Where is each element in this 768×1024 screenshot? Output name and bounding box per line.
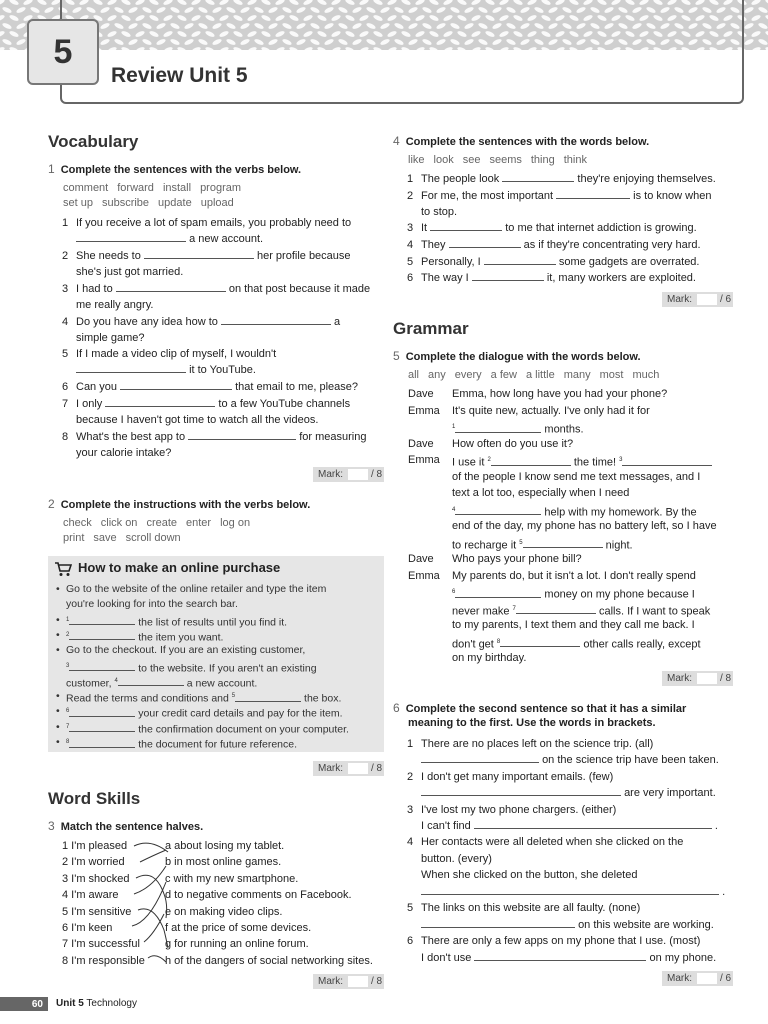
blank[interactable] [76,362,186,373]
blank[interactable] [474,818,712,829]
blank[interactable] [455,587,541,598]
blank[interactable] [430,220,502,231]
exercise-2-instruction: 2 Complete the instructions with the verbs below. [48,497,311,511]
ex4-word-box [408,152,596,168]
ex6-item-3-answer: I can't find . [421,820,718,832]
score-input[interactable] [697,294,717,305]
ex5-word-box [408,367,668,383]
word-box-item: any [428,369,446,381]
page-title: Review Unit 5 [111,64,248,87]
word-box-item: print [63,532,85,544]
match-left-item: 1 I'm pleased [62,840,128,852]
word-box-item: all [408,369,420,381]
score-input[interactable] [348,469,368,480]
score-input[interactable] [348,763,368,774]
mark-box-ex5: Mark: / 8 [662,671,733,686]
blank[interactable] [105,396,215,407]
speaker: Dave [408,553,434,565]
blank[interactable] [472,270,544,281]
match-left-item: 3 I'm shocked [62,872,130,885]
blank[interactable] [455,422,541,433]
match-right-item: e on making video clips. [165,905,283,918]
word-box-item: many [563,369,591,381]
word-box-item: create [146,517,178,529]
shopping-cart-icon [54,561,72,577]
ex1-item-3-cont: me really angry. [76,299,154,311]
blank[interactable] [421,785,621,796]
ex4-item-2-cont: to stop. [421,206,458,218]
word-box-item: think [563,154,587,166]
exercise-6-instruction: 6 Complete the second sentence so that it has a similar [393,701,687,715]
word-box-item: see [462,154,481,166]
speaker: Dave [408,388,434,400]
blank[interactable] [556,188,630,199]
ex6-item-1-answer: on the science trip have been taken. [421,752,719,768]
ex1-item-4-cont: simple game? [76,332,145,344]
word-box-item: forward [117,182,154,194]
word-box-item: log on [220,517,251,529]
ex1-item-2-cont: she's just got married. [76,266,184,278]
word-box-item: upload [200,197,234,209]
speaker: Emma [408,454,440,466]
score-input[interactable] [697,673,717,684]
blank[interactable] [421,884,719,895]
speaker: Emma [408,569,440,582]
word-skills-heading: Word Skills [48,789,141,808]
ex2-word-box-row1 [63,515,259,531]
blank[interactable] [421,917,575,928]
word-box-item: subscribe [101,197,150,209]
word-box-item: most [599,369,624,381]
match-left-item: 2 I'm worried [62,856,125,869]
ex6-item-4-answer: . [421,884,725,900]
online-purchase-box: How to make an online purchase • Go to the website of the online retailer and type the item you're looking for into the search bar. • $^1$ the list of results until you find it. • $^2$ the item you want. • Go to the checkout. If you are an existing customer, $^3$ to the website. If you aren't an existing customer, $^4$ a new account. • Read the terms and conditions and $^5$ the box. • $^6$ your credit card details and pay for the item. • $^7$ the confirmation document on your computer. • $^8$ the document for future reference. [48,556,384,752]
ex1-item-1-cont: a new account. [76,231,263,247]
match-right-item: b in most online games. [165,856,282,869]
blank[interactable] [235,691,301,702]
word-box-item: like [408,154,425,166]
word-box-item: thing [530,154,555,166]
exercise-3-instruction: 3 Match the sentence halves. [48,819,204,833]
ex6-item-4-cont2: When she clicked on the button, she deleted [421,869,638,881]
ex6-item-6-answer: I don't use on my phone. [421,952,717,964]
match-left-item: 4 I'm aware [62,889,119,902]
blank[interactable] [69,614,135,625]
page-number: 60 [0,997,48,1011]
blank[interactable] [622,455,712,466]
ex1-word-box-row2 [63,195,243,211]
match-left-item: 8 I'm responsible [62,954,145,967]
blank[interactable] [523,537,603,548]
word-box-item: every [454,369,482,381]
blank[interactable] [500,636,580,647]
ex6-item-2-answer: are very important. [421,785,716,801]
word-box-item: seems [489,154,522,166]
word-box-item: click on [100,517,138,529]
ex6-item-5-answer: on this website are working. [421,917,714,933]
online-purchase-title: How to make an online purchase [78,560,281,575]
mark-box-ex3: Mark: / 8 [313,974,384,989]
blank[interactable] [449,237,521,248]
blank[interactable] [69,629,135,640]
blank[interactable] [188,429,296,440]
exercise-4-instruction: 4 Complete the sentences with the words below. [393,134,650,148]
word-box-item: scroll down [125,532,181,544]
header-frame [60,0,744,104]
score-input[interactable] [348,976,368,987]
blank[interactable] [421,752,539,763]
match-lines-drawing [130,838,180,970]
blank[interactable] [118,675,184,686]
word-box-item: enter [186,517,212,529]
mark-box-ex6: Mark: / 6 [662,971,733,986]
match-left-item: 7 I'm successful [62,938,140,951]
footer-unit: Unit 5 Technology [56,998,137,1009]
blank[interactable] [221,314,331,325]
word-box-item: set up [63,197,93,209]
mark-box-ex1: Mark: / 8 [313,467,384,482]
speaker: Emma [408,404,440,417]
blank[interactable] [69,706,135,717]
word-box-item: update [158,197,192,209]
match-right-item: d to negative comments on Facebook. [165,889,352,902]
unit-number-box [27,19,99,85]
score-input[interactable] [697,973,717,984]
mark-box-ex2: Mark: / 8 [313,761,384,776]
blank[interactable] [144,248,254,259]
blank[interactable] [116,281,226,292]
blank[interactable] [120,379,232,390]
match-right-item: a about losing my tablet. [165,840,285,852]
word-box-item: much [632,369,660,381]
match-left-item: 6 I'm keen [62,922,113,934]
ex1-item-5-cont: it to YouTube. [76,362,256,378]
blank[interactable] [69,737,135,748]
word-box-item: a few [490,369,517,381]
word-box-item: program [200,182,242,194]
blank[interactable] [484,254,556,265]
ex2-word-box-row2 [63,530,190,546]
ex1-item-8-cont: your calorie intake? [76,447,172,459]
blank[interactable] [76,231,186,242]
word-box-item: a little [525,369,555,381]
match-right-item: h of the dangers of social networking sites. [165,954,373,967]
ex6-item-4-cont: button. (every) [421,853,492,865]
match-left-item: 5 I'm sensitive [62,905,132,918]
vocabulary-heading: Vocabulary [48,132,139,151]
match-right-item: g for running an online forum. [165,938,309,951]
blank[interactable] [69,721,135,732]
grammar-heading: Grammar [393,319,469,338]
word-box-item: install [162,182,192,194]
blank[interactable] [69,660,135,671]
speaker: Dave [408,437,434,450]
blank[interactable] [516,603,596,614]
unit-number: 5 [53,32,73,71]
ex1-item-7-cont: because I haven't got time to watch all the videos. [76,414,319,426]
blank[interactable] [502,171,574,182]
word-box-item: comment [63,182,109,194]
exercise-6-instruction-2: meaning to the first. Use the words in brackets. [408,717,656,729]
mark-box-ex4: Mark: / 6 [662,292,733,307]
blank[interactable] [455,504,541,515]
ex1-word-box-row1 [63,180,250,196]
match-right-item: c with my new smartphone. [165,872,299,885]
exercise-1-instruction: 1 Complete the sentences with the verbs below. [48,162,302,176]
match-right-item: f at the price of some devices. [165,922,312,934]
exercise-5-instruction: 5 Complete the dialogue with the words below. [393,349,641,363]
word-box-item: look [433,154,454,166]
blank[interactable] [491,455,571,466]
word-box-item: check [63,517,92,529]
blank[interactable] [474,950,646,961]
word-box-item: save [93,532,117,544]
